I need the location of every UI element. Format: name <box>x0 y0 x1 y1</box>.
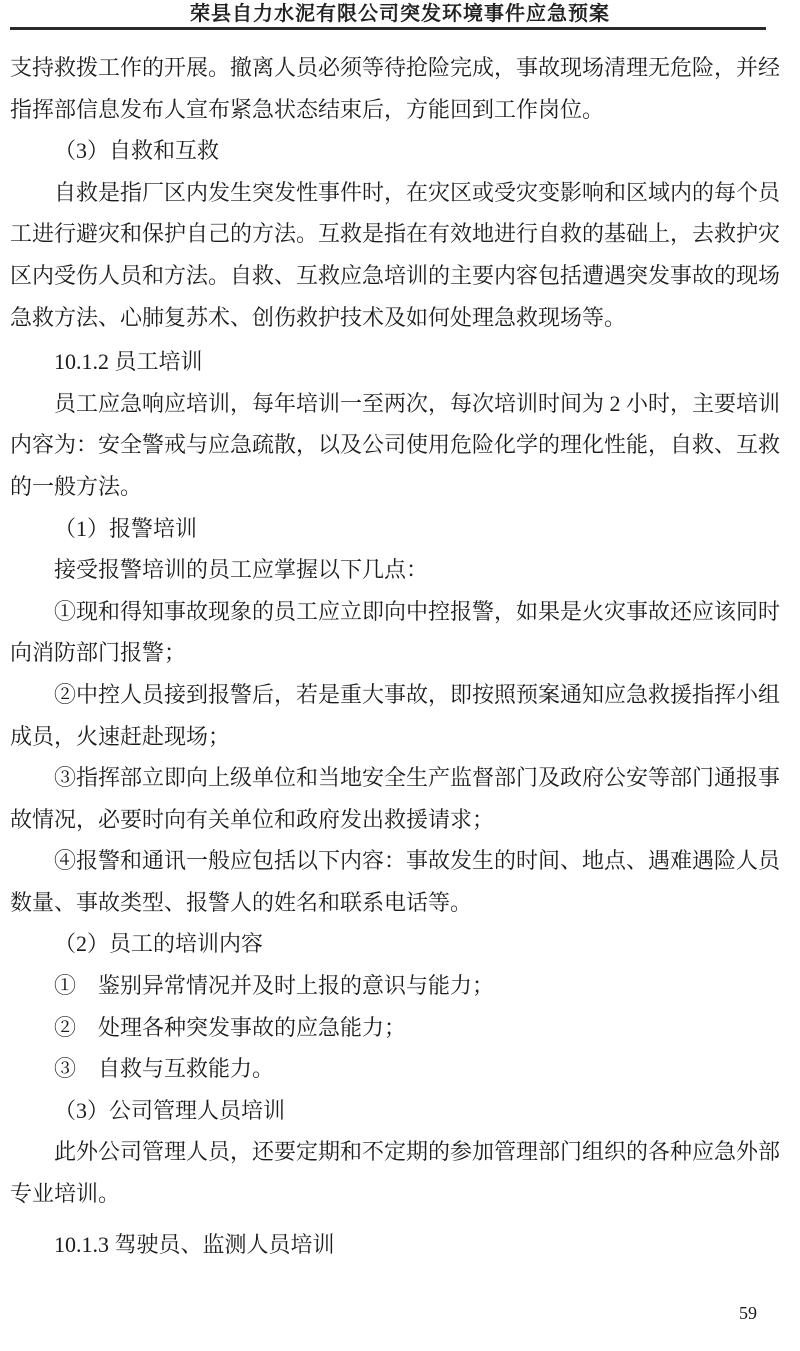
paragraph: 接受报警培训的员工应掌握以下几点： <box>54 557 429 583</box>
sub-heading: （3）公司管理人员培训 <box>54 1097 286 1123</box>
section-heading-10-1-2: 10.1.2 员工培训 <box>54 349 203 375</box>
sub-heading: （3）自救和互救 <box>54 138 220 164</box>
header-rule <box>10 27 766 30</box>
list-item: ④报警和通讯一般应包括以下内容：事故发生的时间、地点、遇难遇险人员数量、事故类型、报警人的姓名和联系电话等。 <box>10 848 781 915</box>
sub-heading: （1）报警培训 <box>54 515 198 541</box>
paragraph: 支持救拨工作的开展。撤离人员必须等待抢险完成，事故现场清理无危险，并经指挥部信息发布人宣布紧急状态结束后，方能回到工作岗位。 <box>10 55 781 122</box>
list-item: ① 鉴别异常情况并及时上报的意识与能力； <box>54 973 495 999</box>
section-heading-10-1-3: 10.1.3 驾驶员、监测人员培训 <box>54 1231 335 1257</box>
page-number: 59 <box>739 1303 757 1323</box>
document-header-title: 荣县自力水泥有限公司突发环境事件应急预案 <box>190 3 610 25</box>
page-header <box>0 0 800 30</box>
paragraph: 员工应急响应培训，每年培训一至两次，每次培训时间为 2 小时，主要培训内容为：安全警戒与应急疏散，以及公司使用危险化学的理化性能，自救、互救的一般方法。 <box>10 390 781 499</box>
paragraph: 此外公司管理人员，还要定期和不定期的参加管理部门组织的各种应急外部专业培训。 <box>10 1139 781 1207</box>
sub-heading: （2）员工的培训内容 <box>54 931 264 957</box>
document-body <box>0 47 800 1265</box>
list-item: ③指挥部立即向上级单位和当地安全生产监督部门及政府公安等部门通报事故情况，必要时向有关单位和政府发出救援请求； <box>10 765 781 832</box>
list-item: ①现和得知事故现象的员工应立即向中控报警，如果是火灾事故还应该同时向消防部门报警； <box>10 598 781 666</box>
list-item: ③ 自救与互救能力。 <box>54 1056 275 1082</box>
paragraph: 自救是指厂区内发生突发性事件时，在灾区或受灾变影响和区域内的每个员工进行避灾和保护自己的方法。互救是指在有效地进行自救的基础上，去救护灾区内受伤人员和方法。自救、互救应急培训的主要内容包括遭遇突发事故的现场急救方法、心肺复苏术、创伤救护技术及如何处理急救现场等。 <box>10 179 781 330</box>
list-item: ② 处理各种突发事故的应急能力； <box>54 1014 407 1040</box>
list-item: ②中控人员接到报警后，若是重大事故，即按照预案通知应急救援指挥小组成员，火速赶赴现场； <box>10 681 781 749</box>
